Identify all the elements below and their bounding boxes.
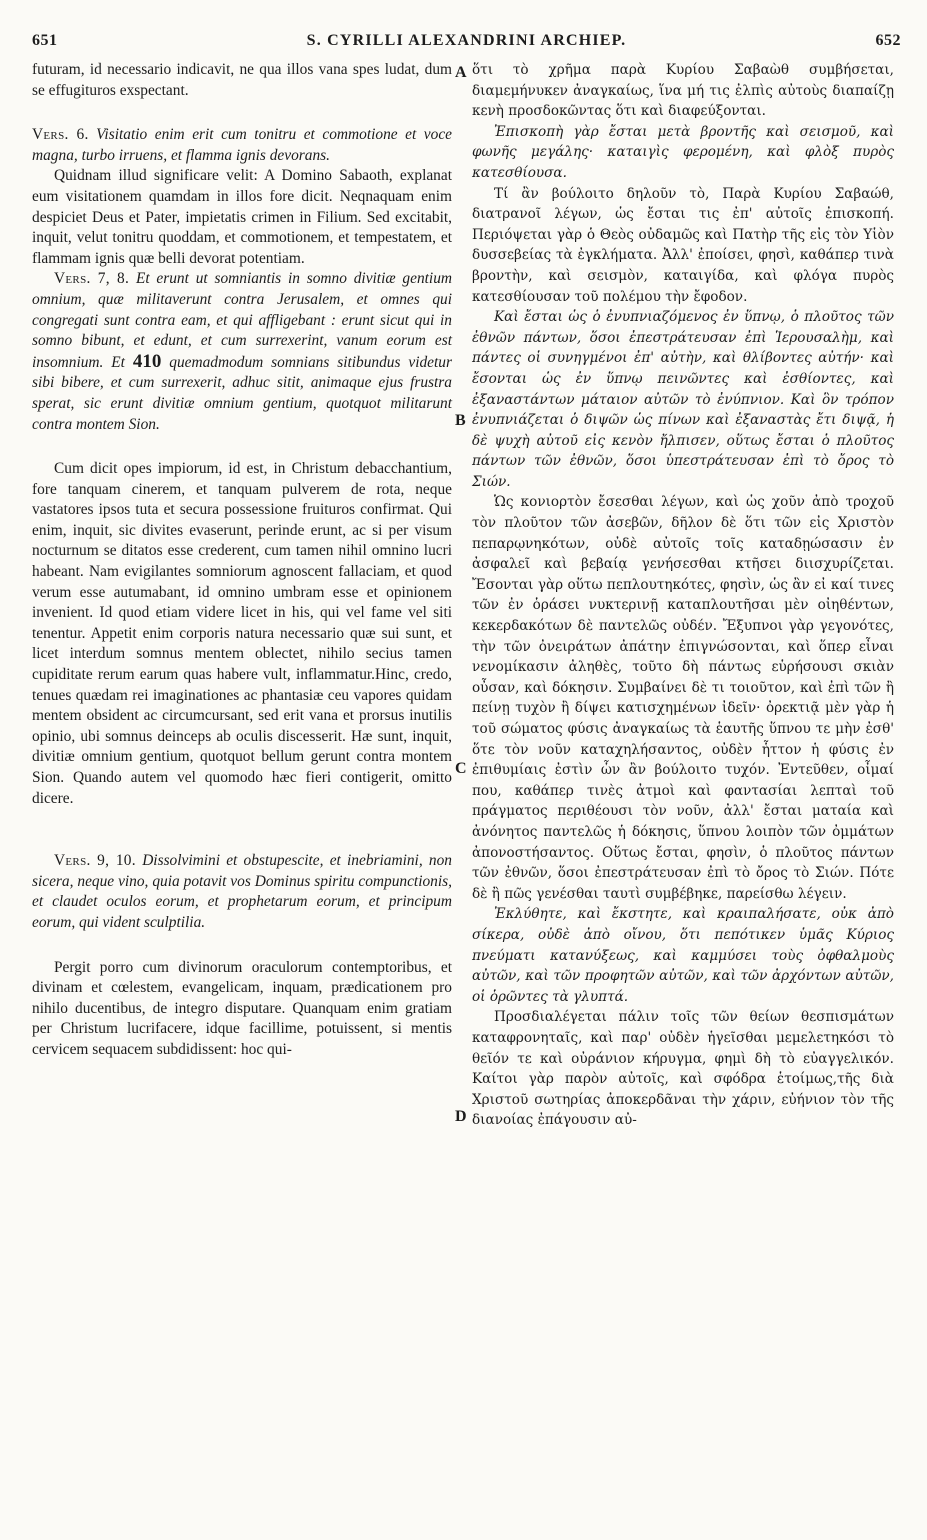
verse-text: Dissolvimini et obstupescite, et inebriamini, non sicera, neque vino, quia potavit vos Dominus spiritu compunctionis, et claudet oculos eorum, et prophetarum eorum, et principum eorum, qui vident sculptilia. bbox=[32, 852, 452, 931]
verse-text: Et erunt ut somniantis in somno divitiæ gentium omnium, quæ militaverunt contra Jerusalem, et omnes qui congregati sunt contra eam, et qui affligebant : erunt sicut qui in somno bibunt, et edunt, et cum surrexerint, vanum eorum est insomnium. Et bbox=[32, 270, 453, 371]
running-title: S. CYRILLI ALEXANDRINI ARCHIEP. bbox=[306, 32, 627, 49]
greek-paragraph: Προσδιαλέγεται πάλιν τοῖς τῶν θείων θεσπισμάτων καταφρονηταῖς, καὶ παρ' οὐδὲν ἡγεῖσθαι μεμελετηκόσι τὸ θεῖόν τε καὶ οὐράνιον κήρυγμα, φημὶ δὴ τὸ εὐαγγελικόν. Καίτοι γὰρ παρὸν αὐτοῖς, καὶ σφόδρα ἑτοίμως,τῆς διὰ Χριστοῦ σωτηρίας ἀποκερδᾶναι τὴν χάριν, εὐήνιον τὸν τῆς διανοίας ἐπάγουσιν αὐ- bbox=[472, 1009, 894, 1129]
running-header bbox=[32, 32, 901, 56]
greek-verse-lemma: Καὶ ἔσται ὡς ὁ ἐνυπνιαζόμενος ἐν ὕπνῳ, ὁ πλοῦτος τῶν ἐθνῶν πάντων, ὅσοι ἐπεστράτευσαν ἐπὶ Ἱερουσαλὴμ, καὶ πάντες οἱ συνηγμένοι ἐπ' αὐτὴν, καὶ θλίβοντες αὐτήν· καὶ ἔσονται ὡς ἐν ὕπνῳ πεινῶντες καὶ ἐσθίοντες, καὶ ἐξαναστάντων μάταιον αὐτῶν τὸ ἐνύπνιον. Καὶ ὃν τρόπον ἐνυπνιάζεται ὁ διψῶν ὡς πίνων καὶ ἐξαναστὰς ἔτι διψᾷ, ἡ δὲ ψυχὴ αὐτοῦ εἰς κενὸν ἤλπισεν, οὕτως ἔσται ὁ πλοῦτος πάντων τῶν ἐθνῶν, ὅσοι ὑπεστράτευσαν ἐπὶ τὸ ὄρος τὸ Σιών. bbox=[472, 309, 894, 490]
greek-paragraph: Ὡς κονιορτὸν ἔσεσθαι λέγων, καὶ ὡς χοῦν ἀπὸ τροχοῦ τὸν πλοῦτον τῶν ἀσεβῶν, δῆλον δὲ ὅτι τῶν εἰς Χριστὸν πεπαρῳνηκότων, οὐδὲ αὐτοῖς τοῖς καταδῃώσασιν ἐν ἀσφαλεῖ καὶ βεβαίᾳ γενήσεσθαι κτῆσει διισχυρίζεται. Ἔσονται γὰρ οὕτω πεπλουτηκότες, φησὶν, ὡς ἂν εἰ καί τινες τῶν ἐν ὁράσει νυκτερινῇ καταπλουτῆσαι μὲν οἰηθέντων, κεκερδακότων δὲ παντελῶς οὐδέν. Ἔξυπνοι γὰρ γεγονότες, τὴν τῶν ὀνειράτων ἀπάτην ἐπιγνώσονται, καὶ ὅπερ εἶναι νενομίκασιν ἀληθὲς, τοῦτο δὴ πάντως εὑρήσουσι σκιὰν οὖσαν, καὶ δόκησιν. Συμβαίνει δὲ τι τοιοῦτον, καὶ ἐπὶ τῶν ἢ πείνῃ τυχὸν ἢ δίψει κατισχημένων ἰδεῖν· ὀρεκτιᾷ μὲν γὰρ ἡ τοῦ σώματος φύσις ἀναγκαίως τὰ ἑαυτῆς ὕπνου τε μὴν ἐσθ' ὅτε τὸν νοῦν καταχηλήσαντος, οὐδὲν ἧττον ἡ φύσις ἐν ἐπιθυμίαις ἐστὶν ὧν ἂν βούλοιτο τυχόν. Ἐντεῦθεν, οἶμαί που, καθάπερ τινὲς ἀτμοὶ καὶ φαντασίαι λεπταὶ τοῦ πράγματος περιθέουσι τὸν νοῦν, ἀλλ' ἔσται ματαία καὶ ἀνόνητος παντελῶς ἡ δόκησις, ὕπνου λοιπὸν τῶν ὀμμάτων ἀπονοστήσαντος. Οὕτως ἔσται, φησὶν, ὁ πλοῦτος πάντων τῶν ἐθνῶν, ὅσοι ἐπεστράτευσαν ἐπὶ τὸ ὄρος τὸ Σιών. Πότε δὲ ἢ πῶς γενέσθαι ταυτὶ συμβέβηκε, παρείσθω λέγειν. bbox=[472, 494, 894, 902]
verse-text: Visitatio enim erit cum tonitru et commotione et voce magna, turbo irruens, et flamma ignis devorans. bbox=[32, 126, 452, 164]
latin-paragraph: futuram, id necessario indicavit, ne qua illos vana spes ludat, dum se effugituros exspectant. bbox=[32, 61, 452, 99]
latin-paragraph: Pergit porro cum divinorum oraculorum contemptoribus, et divinam et cœlestem, evangelicam, inquam, prædicationem pro nihilo ducentibus, de integro disputare. Quanquam enim gratiam per Christum lucrifacere, idque facillime, potuissent, si mentis cervicem sequacem subdidissent: hoc qui- bbox=[32, 958, 452, 1058]
column-number: 410 bbox=[132, 350, 162, 372]
verse-label: Vers. 6. bbox=[32, 126, 89, 144]
section-marker-b: B bbox=[455, 412, 466, 429]
page-number-left: 651 bbox=[32, 32, 58, 49]
verse-text: quemadmodum somnians sitibundus videtur sibi bibere, et cum surrexerit, adhuc sitit, animaque ejus frustra sperat, sic erunt divitiæ omnium gentium, quotquot militarunt contra montem Sion. bbox=[32, 353, 452, 433]
verse-label: Vers. 7, 8. bbox=[54, 270, 130, 288]
greek-paragraph: ὅτι τὸ χρῆμα παρὰ Κυρίου Σαβαὼθ συμβήσεται, διαμεμήνυκεν ἀναγκαίως, ἵνα μή τις ἐλπὶς αὐτοὺς διαπαίζῃ κενὴ προσδοκῶντας ὅτι καὶ διαφεύξονται. bbox=[472, 62, 894, 120]
latin-paragraph: Quidnam illud significare velit: A Domino Sabaoth, explanat eum visitationem quamdam in illos fore dicit. Neqnaquam enim despiciet Deus et Pater, impietatis crimen in Filium. Sed excitabit, inquit, velut tonitru quoddam, et commotionem, et tempestatem, et flammam ignis quæ belli devorat potentiam. bbox=[32, 167, 452, 267]
latin-column bbox=[32, 60, 452, 1061]
greek-verse-lemma: Ἐπισκοπὴ γὰρ ἔσται μετὰ βροντῆς καὶ σεισμοῦ, καὶ φωνῆς μεγάλης· καταιγὶς φερομένη, καὶ φλὸξ πυρὸς κατεσθίουσα. bbox=[472, 123, 894, 181]
greek-verse-lemma: Ἐκλύθητε, καὶ ἔκστητε, καὶ κραιπαλήσατε, οὐκ ἀπὸ σίκερα, οὐδὲ ἀπὸ οἴνου, ὅτι πεπότικεν ὑμᾶς Κύριος πνεύματι κατανύξεως, καὶ καμμύσει τοὺς ὀφθαλμοὺς αὐτῶν, καὶ τῶν προφητῶν αὐτῶν, καὶ τῶν ἀρχόντων αὐτῶν, οἱ ὁρῶντες τὰ γλυπτά. bbox=[472, 906, 894, 1005]
verse-label: Vers. 9, 10. bbox=[54, 852, 136, 870]
latin-paragraph: Cum dicit opes impiorum, id est, in Christum debacchantium, fore tanquam cinerem, et tanquam pulverem de rota, neque vastatores ipsos tuta et secura possessione fruituros confirmat. Qui enim, inquit, sic divites evaserunt, perinde erunt, ac si per visum nocturnum se ditatos esse crederent, cum tamen nihil omnino lucri habeant. Nam evigilantes somniorum agnoscent fallaciam, et quod verum esse autumabant, id omnino umbram esse et opinionem invenient. Id quod etiam videre licet in his, qui vel fame vel siti tenentur. Appetit enim corporis natura necessario quæ sui sunt, et licet interdum somnus mentem oblectet, nihilo secius tamen cupiditate rerum earum quas habere vult, inflammatur.Hinc, credo, tenues quædam rei imaginationes ac phantasiæ ceu vapores quidam mentem obsident ac circumcursant, sed erit vana et prorsus inutilis opinio, ubi somnus deinceps ab oculis discesserit. Hæ sunt, inquit, divitiæ omnium gentium, quotquot bellum gerunt contra montem Sion. Quando autem vel quomodo hæc fieri contigerit, omitto dicere. bbox=[32, 460, 452, 807]
page-number-right: 652 bbox=[875, 32, 901, 49]
greek-column bbox=[472, 60, 894, 1131]
greek-paragraph: Τί ἂν βούλοιτο δηλοῦν τὸ, Παρὰ Κυρίου Σαβαώθ, διατρανοῖ λέγων, ὡς ἔσται τις ἐπ' αὐτοῖς ἐπισκοπή. Περιόψεται γὰρ ὁ Θεὸς οὐδαμῶς καὶ Πατὴρ τῆς εἰς τὸν Υἱὸν δυσσεβείας τὰ ἐγκλήματα. Ἀλλ' ἐποίσει, φησὶ, καθάπερ τινὰ βροντὴν, καὶ σεισμὸν, καταιγίδα, καὶ φλόγα πυρὸς κατεσθίουσαν τοῦ πολέμου τὴν ἔφοδον. bbox=[472, 185, 894, 305]
verse-lemma-9-10 bbox=[32, 851, 452, 933]
verse-lemma-6 bbox=[32, 125, 452, 166]
section-marker-d: D bbox=[455, 1108, 467, 1125]
section-marker-a: A bbox=[455, 64, 467, 81]
section-marker-c: C bbox=[455, 760, 467, 777]
verse-lemma-7-8 bbox=[32, 269, 452, 435]
